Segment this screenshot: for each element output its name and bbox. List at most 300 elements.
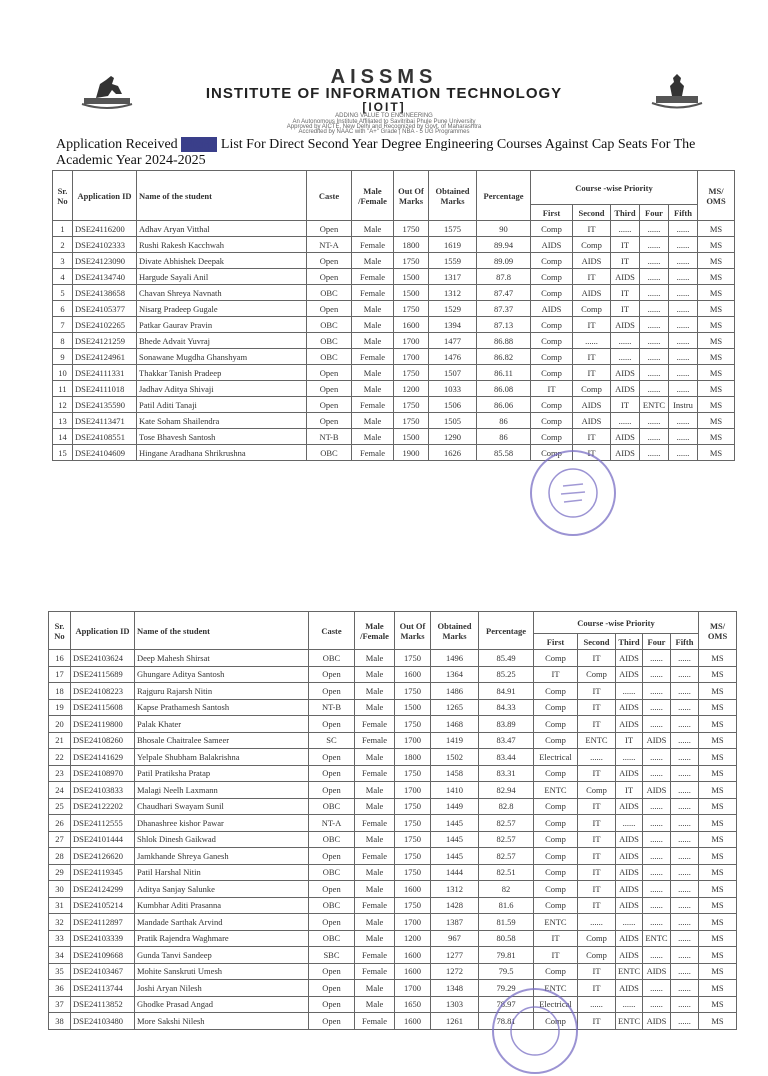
- table-cell: 1750: [395, 831, 431, 848]
- table-row: [53, 397, 735, 413]
- table-cell: ......: [643, 996, 671, 1013]
- table-cell: 1529: [429, 301, 477, 317]
- table-cell: 18: [49, 683, 71, 700]
- table-cell: 19: [49, 699, 71, 716]
- table-cell: AIDS: [616, 798, 643, 815]
- table-cell: 3: [53, 253, 73, 269]
- table-cell: MS: [699, 749, 737, 766]
- table-cell: OBC: [309, 864, 355, 881]
- org-name: AISSMS: [330, 66, 438, 88]
- table-cell: 1387: [431, 914, 479, 931]
- col-first: First: [534, 634, 578, 650]
- table-cell: Bhosale Chaitralee Sameer: [135, 732, 309, 749]
- table-cell: Aditya Sanjay Salunke: [135, 881, 309, 898]
- table-cell: Shlok Dinesh Gaikwad: [135, 831, 309, 848]
- table-cell: ......: [671, 782, 699, 799]
- table-cell: AIDS: [616, 716, 643, 733]
- col-student-name: Name of the student: [135, 612, 309, 650]
- table-cell: ......: [578, 996, 616, 1013]
- table-cell: 83.31: [479, 765, 534, 782]
- table-cell: ......: [671, 815, 699, 832]
- table-cell: DSE24101444: [71, 831, 135, 848]
- table-cell: Dhanashree kishor Pawar: [135, 815, 309, 832]
- table-cell: 1650: [395, 996, 431, 1013]
- table-cell: MS: [699, 848, 737, 865]
- table-cell: AIDS: [616, 699, 643, 716]
- table-cell: 84.33: [479, 699, 534, 716]
- table-cell: ENTC: [616, 1013, 643, 1030]
- table-cell: MS: [698, 333, 735, 349]
- table-cell: MS: [699, 666, 737, 683]
- table-cell: 79.29: [479, 980, 534, 997]
- table-cell: AIDS: [611, 269, 640, 285]
- col-second: Second: [578, 634, 616, 650]
- table-row: [49, 914, 737, 931]
- table-cell: MS: [699, 831, 737, 848]
- merit-list-table-1: [52, 170, 735, 461]
- table-cell: Comp: [531, 317, 573, 333]
- table-cell: ......: [578, 749, 616, 766]
- table-cell: DSE24103833: [71, 782, 135, 799]
- table-cell: IT: [573, 349, 611, 365]
- institute-abbreviation: [IOIT]: [362, 100, 406, 114]
- table-row: [49, 831, 737, 848]
- table-cell: DSE24119800: [71, 716, 135, 733]
- table-cell: Comp: [534, 716, 578, 733]
- table-cell: DSE24124961: [73, 349, 137, 365]
- table-cell: AIDS: [616, 650, 643, 667]
- table-cell: 37: [49, 996, 71, 1013]
- table-cell: DSE24121259: [73, 333, 137, 349]
- table-cell: DSE24111331: [73, 365, 137, 381]
- table-cell: Open: [309, 683, 355, 700]
- table-cell: 87.37: [477, 301, 531, 317]
- table-cell: 1600: [395, 881, 431, 898]
- table-cell: 1290: [429, 429, 477, 445]
- table-cell: 83.47: [479, 732, 534, 749]
- table-cell: Patil Pratiksha Pratap: [135, 765, 309, 782]
- col-out-of-marks: Out Of Marks: [394, 171, 429, 221]
- table-cell: 89.09: [477, 253, 531, 269]
- table-cell: Open: [307, 381, 352, 397]
- table-cell: IT: [578, 815, 616, 832]
- table-cell: Malagi Neelh Laxmann: [135, 782, 309, 799]
- table-cell: 1700: [395, 732, 431, 749]
- institute-seal-stamp: [528, 448, 618, 538]
- table-cell: DSE24115608: [71, 699, 135, 716]
- table-cell: 5: [53, 285, 73, 301]
- table-cell: ......: [669, 269, 698, 285]
- table-cell: Male: [355, 798, 395, 815]
- table-cell: Instru: [669, 397, 698, 413]
- table-cell: 1317: [429, 269, 477, 285]
- table-cell: IT: [573, 317, 611, 333]
- table-cell: ......: [616, 815, 643, 832]
- table-cell: Comp: [531, 253, 573, 269]
- table-cell: Comp: [534, 864, 578, 881]
- table-cell: OBC: [309, 930, 355, 947]
- table-cell: NT-B: [307, 429, 352, 445]
- table-cell: ......: [669, 285, 698, 301]
- table-cell: 1750: [395, 716, 431, 733]
- table-cell: ENTC: [643, 930, 671, 947]
- table-cell: MS: [699, 897, 737, 914]
- table-cell: Female: [355, 815, 395, 832]
- table-cell: ......: [640, 253, 669, 269]
- table-cell: ......: [669, 221, 698, 237]
- table-cell: MS: [698, 397, 735, 413]
- table-cell: 1626: [429, 445, 477, 461]
- table-cell: AIDS: [616, 980, 643, 997]
- table-cell: Comp: [531, 333, 573, 349]
- table-cell: IT: [578, 765, 616, 782]
- table-cell: Female: [352, 269, 394, 285]
- table-cell: ENTC: [534, 782, 578, 799]
- table-row: [53, 237, 735, 253]
- col-application-id: Application ID: [73, 171, 137, 221]
- table-cell: ......: [671, 699, 699, 716]
- table-cell: Pratik Rajendra Waghmare: [135, 930, 309, 947]
- table-cell: IT: [573, 429, 611, 445]
- table-cell: 84.91: [479, 683, 534, 700]
- table-cell: 1444: [431, 864, 479, 881]
- table-cell: ......: [669, 365, 698, 381]
- table-cell: DSE24108970: [71, 765, 135, 782]
- table-cell: ......: [669, 381, 698, 397]
- table-cell: 1394: [429, 317, 477, 333]
- table-cell: Male: [352, 317, 394, 333]
- table-cell: Open: [309, 980, 355, 997]
- table-cell: MS: [698, 317, 735, 333]
- table-cell: 82.51: [479, 864, 534, 881]
- table-cell: 13: [53, 413, 73, 429]
- table-cell: 78.81: [479, 1013, 534, 1030]
- table-cell: Male: [352, 381, 394, 397]
- col-caste: Caste: [307, 171, 352, 221]
- table-cell: ......: [669, 237, 698, 253]
- table-cell: Comp: [578, 782, 616, 799]
- table-cell: MS: [698, 349, 735, 365]
- table-cell: 20: [49, 716, 71, 733]
- table-cell: Male: [355, 749, 395, 766]
- table-cell: 79.81: [479, 947, 534, 964]
- table-cell: IT: [573, 269, 611, 285]
- table-cell: More Sakshi Nilesh: [135, 1013, 309, 1030]
- col-caste: Caste: [309, 612, 355, 650]
- letterhead: [0, 0, 768, 135]
- table-cell: 1600: [395, 1013, 431, 1030]
- document-title: [56, 137, 736, 169]
- table-cell: AIDS: [573, 397, 611, 413]
- table-cell: Gunda Tanvi Sandeep: [135, 947, 309, 964]
- table-cell: IT: [573, 445, 611, 461]
- table-cell: IT: [531, 381, 573, 397]
- table-cell: MS: [699, 980, 737, 997]
- table-cell: Open: [309, 716, 355, 733]
- table-cell: DSE24102333: [73, 237, 137, 253]
- table-cell: Palak Khater: [135, 716, 309, 733]
- table-cell: 1445: [431, 831, 479, 848]
- table-cell: 1312: [431, 881, 479, 898]
- table-cell: Female: [355, 963, 395, 980]
- table-cell: ......: [643, 848, 671, 865]
- table-row: [49, 980, 737, 997]
- table-cell: AIDS: [611, 445, 640, 461]
- table-cell: 1500: [395, 699, 431, 716]
- table-cell: 29: [49, 864, 71, 881]
- table-cell: IT: [578, 963, 616, 980]
- table-cell: Female: [352, 237, 394, 253]
- table-cell: DSE24113471: [73, 413, 137, 429]
- table-cell: 1200: [395, 930, 431, 947]
- table-row: [49, 881, 737, 898]
- table-cell: 1477: [429, 333, 477, 349]
- col-third: Third: [611, 205, 640, 221]
- table-cell: ......: [640, 285, 669, 301]
- table-cell: ......: [578, 914, 616, 931]
- table-cell: IT: [611, 285, 640, 301]
- table-cell: 1445: [431, 815, 479, 832]
- table-cell: 22: [49, 749, 71, 766]
- table-cell: IT: [578, 980, 616, 997]
- table-cell: Open: [309, 963, 355, 980]
- table-cell: IT: [534, 666, 578, 683]
- table-row: [53, 333, 735, 349]
- table-cell: ......: [640, 237, 669, 253]
- table-cell: OBC: [309, 897, 355, 914]
- table-cell: 82.57: [479, 815, 534, 832]
- table-cell: NT-A: [309, 815, 355, 832]
- table-cell: 1750: [394, 397, 429, 413]
- table-cell: Bhede Advait Yuvraj: [137, 333, 307, 349]
- table-cell: 27: [49, 831, 71, 848]
- table-cell: 1468: [431, 716, 479, 733]
- table-cell: Comp: [531, 445, 573, 461]
- table-cell: Chaudhari Swayam Sunil: [135, 798, 309, 815]
- table-cell: IT: [578, 650, 616, 667]
- table-cell: Comp: [531, 429, 573, 445]
- table-cell: Open: [309, 749, 355, 766]
- table-cell: Comp: [534, 650, 578, 667]
- table-cell: 83.89: [479, 716, 534, 733]
- table-cell: SC: [309, 732, 355, 749]
- table-cell: Kate Soham Shailendra: [137, 413, 307, 429]
- table-cell: 32: [49, 914, 71, 931]
- table-cell: 1272: [431, 963, 479, 980]
- table-cell: ......: [643, 897, 671, 914]
- table-cell: IT: [616, 782, 643, 799]
- table-cell: AIDS: [573, 285, 611, 301]
- table-cell: ......: [643, 666, 671, 683]
- table-cell: Divate Abhishek Deepak: [137, 253, 307, 269]
- table-cell: 34: [49, 947, 71, 964]
- table-row: [53, 413, 735, 429]
- table-cell: ......: [643, 864, 671, 881]
- table-cell: Male: [355, 881, 395, 898]
- table-cell: MS: [698, 301, 735, 317]
- table-cell: ......: [611, 349, 640, 365]
- table-cell: Comp: [578, 666, 616, 683]
- table-cell: MS: [699, 996, 737, 1013]
- table-cell: AIDS: [611, 317, 640, 333]
- col-obtained-marks: Obtained Marks: [431, 612, 479, 650]
- table-cell: Comp: [534, 699, 578, 716]
- table-cell: AIDS: [616, 930, 643, 947]
- table-row: [49, 716, 737, 733]
- table-row: [49, 699, 737, 716]
- table-cell: 85.49: [479, 650, 534, 667]
- col-third: Third: [616, 634, 643, 650]
- table-cell: ......: [611, 333, 640, 349]
- table-cell: 15: [53, 445, 73, 461]
- table-cell: ......: [669, 413, 698, 429]
- table-cell: Open: [309, 848, 355, 865]
- table-cell: OBC: [309, 831, 355, 848]
- table-2-body: [49, 650, 737, 1030]
- table-cell: Female: [355, 765, 395, 782]
- table-cell: 33: [49, 930, 71, 947]
- table-cell: Chavan Shreya Navnath: [137, 285, 307, 301]
- table-cell: IT: [578, 864, 616, 881]
- table-row: [49, 782, 737, 799]
- table-row: [53, 381, 735, 397]
- col-obtained-marks: Obtained Marks: [429, 171, 477, 221]
- table-cell: IT: [578, 881, 616, 898]
- table-cell: 80.58: [479, 930, 534, 947]
- table-cell: 1700: [394, 333, 429, 349]
- table-cell: SBC: [309, 947, 355, 964]
- table-cell: MS: [699, 732, 737, 749]
- table-cell: Patil Harshal Nitin: [135, 864, 309, 881]
- table-cell: ......: [643, 683, 671, 700]
- institute-name: INSTITUTE OF INFORMATION TECHNOLOGY: [205, 85, 563, 102]
- table-cell: Comp: [534, 765, 578, 782]
- table-cell: 1277: [431, 947, 479, 964]
- table-cell: MS: [699, 881, 737, 898]
- table-cell: ......: [671, 996, 699, 1013]
- table-cell: DSE24104609: [73, 445, 137, 461]
- table-cell: DSE24113744: [71, 980, 135, 997]
- table-cell: MS: [699, 1013, 737, 1030]
- table-cell: Deep Mahesh Shirsat: [135, 650, 309, 667]
- table-cell: Patil Aditi Tanaji: [137, 397, 307, 413]
- table-cell: IT: [578, 1013, 616, 1030]
- table-cell: 31: [49, 897, 71, 914]
- table-cell: Open: [309, 996, 355, 1013]
- table-cell: DSE24138658: [73, 285, 137, 301]
- table-cell: ......: [643, 749, 671, 766]
- table-cell: Kumbhar Aditi Prasanna: [135, 897, 309, 914]
- table-cell: 86.08: [477, 381, 531, 397]
- table-cell: ......: [640, 349, 669, 365]
- table-cell: Mohite Sanskruti Umesh: [135, 963, 309, 980]
- table-cell: 25: [49, 798, 71, 815]
- table-cell: Hargude Sayali Anil: [137, 269, 307, 285]
- col-fifth: Fifth: [669, 205, 698, 221]
- table-cell: Male: [355, 782, 395, 799]
- table-cell: 17: [49, 666, 71, 683]
- table-cell: ......: [669, 317, 698, 333]
- table-cell: 1750: [395, 798, 431, 815]
- table-cell: ......: [573, 333, 611, 349]
- table-row: [53, 317, 735, 333]
- table-cell: Male: [355, 699, 395, 716]
- table-cell: Open: [309, 914, 355, 931]
- table-cell: 83.44: [479, 749, 534, 766]
- table-cell: ENTC: [640, 397, 669, 413]
- table-cell: 26: [49, 815, 71, 832]
- table-cell: ......: [643, 765, 671, 782]
- col-student-name: Name of the student: [137, 171, 307, 221]
- table-cell: Male: [355, 980, 395, 997]
- table-cell: AIDS: [616, 947, 643, 964]
- table-cell: ......: [640, 269, 669, 285]
- table-cell: IT: [578, 897, 616, 914]
- table-row: [49, 815, 737, 832]
- table-1-body: [53, 221, 735, 461]
- table-cell: DSE24105214: [71, 897, 135, 914]
- table-cell: MS: [699, 765, 737, 782]
- table-cell: ......: [669, 301, 698, 317]
- table-cell: DSE24135590: [73, 397, 137, 413]
- table-cell: 85.25: [479, 666, 534, 683]
- table-cell: MS: [698, 365, 735, 381]
- table-cell: Open: [307, 397, 352, 413]
- table-row: [53, 429, 735, 445]
- table-cell: Male: [352, 333, 394, 349]
- table-cell: AIDS: [643, 1013, 671, 1030]
- table-cell: DSE24122202: [71, 798, 135, 815]
- table-cell: ......: [640, 381, 669, 397]
- table-cell: ......: [671, 1013, 699, 1030]
- table-cell: 23: [49, 765, 71, 782]
- table-cell: 9: [53, 349, 73, 365]
- table-cell: Comp: [534, 848, 578, 865]
- title-rest: List For Direct Second Year Degree Engineering Courses Against Cap Seats For The Academic Year 2024-2025: [56, 137, 696, 168]
- table-cell: ......: [671, 963, 699, 980]
- table-cell: AIDS: [611, 365, 640, 381]
- table-cell: DSE24134740: [73, 269, 137, 285]
- table-cell: ......: [671, 848, 699, 865]
- table-cell: ......: [671, 980, 699, 997]
- table-cell: 38: [49, 1013, 71, 1030]
- table-cell: IT: [616, 732, 643, 749]
- table-cell: MS: [698, 381, 735, 397]
- table-cell: ......: [640, 317, 669, 333]
- table-cell: DSE24124299: [71, 881, 135, 898]
- table-cell: ......: [640, 413, 669, 429]
- table-cell: Male: [355, 650, 395, 667]
- table-cell: ......: [640, 301, 669, 317]
- table-cell: MS: [699, 798, 737, 815]
- table-cell: ......: [611, 413, 640, 429]
- table-cell: Open: [307, 221, 352, 237]
- table-cell: 1500: [394, 285, 429, 301]
- table-cell: Electrical: [534, 749, 578, 766]
- col-course-priority: Course -wise Priority: [534, 612, 699, 634]
- table-cell: ......: [671, 666, 699, 683]
- table-cell: 11: [53, 381, 73, 397]
- table-cell: 87.47: [477, 285, 531, 301]
- table-cell: 82.57: [479, 831, 534, 848]
- table-cell: 1750: [395, 650, 431, 667]
- table-cell: Comp: [534, 1013, 578, 1030]
- table-cell: 1700: [395, 980, 431, 997]
- table-cell: Open: [309, 1013, 355, 1030]
- table-cell: Kapse Prathamesh Santosh: [135, 699, 309, 716]
- table-cell: DSE24112897: [71, 914, 135, 931]
- table-cell: IT: [611, 397, 640, 413]
